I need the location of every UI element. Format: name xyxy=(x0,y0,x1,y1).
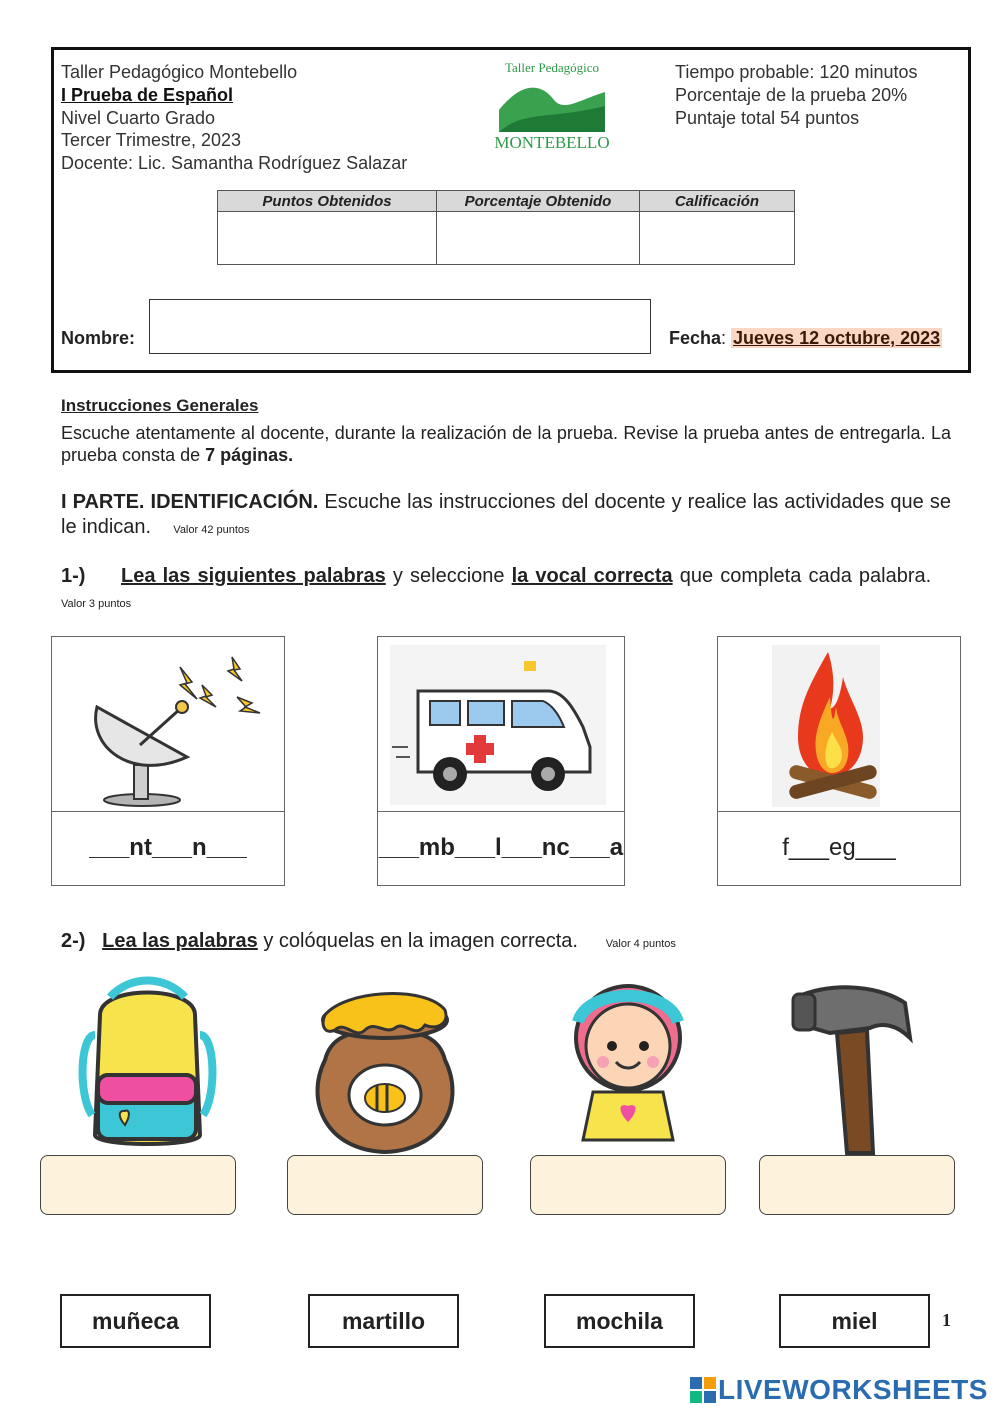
liveworksheets-logo-icon xyxy=(690,1377,716,1403)
page-number: 1 xyxy=(942,1310,951,1330)
grade-cell[interactable] xyxy=(640,212,795,265)
instructions-title: Instrucciones Generales xyxy=(61,396,259,415)
answer-box-hammer[interactable] xyxy=(759,1155,955,1215)
answer-box-honey[interactable] xyxy=(287,1155,483,1215)
q1-number: 1-) xyxy=(61,565,86,587)
teacher: Docente: Lic. Samantha Rodríguez Salazar xyxy=(61,153,408,173)
q1-value: Valor 3 puntos xyxy=(61,598,132,610)
honey-pot-icon xyxy=(305,980,465,1160)
instructions-text xyxy=(61,422,951,466)
word-miel[interactable]: miel xyxy=(779,1294,930,1348)
part1-title: I PARTE. IDENTIFICACIÓN. xyxy=(61,491,319,513)
campfire-icon xyxy=(718,637,960,810)
ambulance-icon xyxy=(378,637,624,810)
liveworksheets-text: LIVEWORKSHEETS xyxy=(718,1374,988,1405)
school-logo xyxy=(492,60,612,155)
q2-emphasis: Lea las palabras xyxy=(102,930,258,952)
word-card-ambulancia xyxy=(377,636,625,886)
word-blanks-2[interactable]: ___mb___l___nc___a xyxy=(378,834,624,861)
q2-rest-text: y colóquelas en la imagen correcta. xyxy=(257,930,578,952)
word-blanks-3[interactable]: f___eg___ xyxy=(782,834,896,861)
doll-icon xyxy=(548,972,708,1156)
card-image-area xyxy=(718,637,960,812)
page-count: 7 páginas. xyxy=(205,445,294,465)
header-percentage: Porcentaje Obtenido xyxy=(437,191,640,212)
card-image-area xyxy=(52,637,284,812)
grade-level: Nivel Cuarto Grado xyxy=(61,108,216,128)
hammer-icon xyxy=(785,978,920,1158)
logo-bottom-text: MONTEBELLO xyxy=(494,133,610,152)
date-row: Fecha: Jueves 12 octubre, 2023 xyxy=(669,328,941,348)
test-title: I Prueba de Español xyxy=(61,85,234,105)
q1-emphasis-2: la vocal correcta xyxy=(511,565,673,587)
word-mochila[interactable]: mochila xyxy=(544,1294,695,1348)
satellite-dish-icon xyxy=(52,637,284,810)
part1-value: Valor 42 puntos xyxy=(173,524,250,536)
q1-rest-text: que completa cada palabra. xyxy=(672,565,932,587)
total-points: Puntaje total 54 puntos xyxy=(675,108,860,128)
school-name: Taller Pedagógico Montebello xyxy=(61,62,298,82)
header-points: Puntos Obtenidos xyxy=(218,191,437,212)
test-percentage: Porcentaje de la prueba 20% xyxy=(675,85,908,105)
term: Tercer Trimestre, 2023 xyxy=(61,130,242,150)
backpack-icon xyxy=(70,975,225,1155)
answer-box-doll[interactable] xyxy=(530,1155,726,1215)
mountain-logo-icon xyxy=(499,80,605,132)
q1-mid-text: y seleccione xyxy=(385,565,512,587)
part1-heading xyxy=(61,490,951,543)
word-card-antena xyxy=(51,636,285,886)
points-cell[interactable] xyxy=(218,212,437,265)
date-label: Fecha xyxy=(669,328,722,348)
time-estimate: Tiempo probable: 120 minutos xyxy=(675,62,918,82)
word-blanks-1[interactable]: ___nt___n___ xyxy=(89,834,247,861)
instructions-body: Escuche atentamente al docente, durante la realización de la prueba. Revise la prueba antes de entregarla. La prueba consta de xyxy=(61,423,951,465)
name-input[interactable] xyxy=(149,299,651,354)
word-muneca[interactable]: muñeca xyxy=(60,1294,211,1348)
header-grade: Calificación xyxy=(640,191,795,212)
q2-value: Valor 4 puntos xyxy=(605,938,676,950)
score-table xyxy=(217,190,795,265)
card-image-area xyxy=(378,637,624,812)
word-card-fuego xyxy=(717,636,961,886)
liveworksheets-logo xyxy=(690,1374,988,1406)
percentage-cell[interactable] xyxy=(437,212,640,265)
part1-text: Escuche las instrucciones del docente y realice las actividades que se le indican. xyxy=(61,491,951,538)
q1-instruction xyxy=(61,564,951,617)
name-label: Nombre: xyxy=(61,328,136,348)
date-value: Jueves 12 octubre, 2023 xyxy=(733,328,941,348)
q2-instruction xyxy=(61,929,676,957)
word-martillo[interactable]: martillo xyxy=(308,1294,459,1348)
q2-number: 2-) xyxy=(61,930,86,952)
answer-box-backpack[interactable] xyxy=(40,1155,236,1215)
logo-top-text: Taller Pedagógico xyxy=(504,60,600,75)
q1-emphasis-1: Lea las siguientes palabras xyxy=(121,565,386,587)
